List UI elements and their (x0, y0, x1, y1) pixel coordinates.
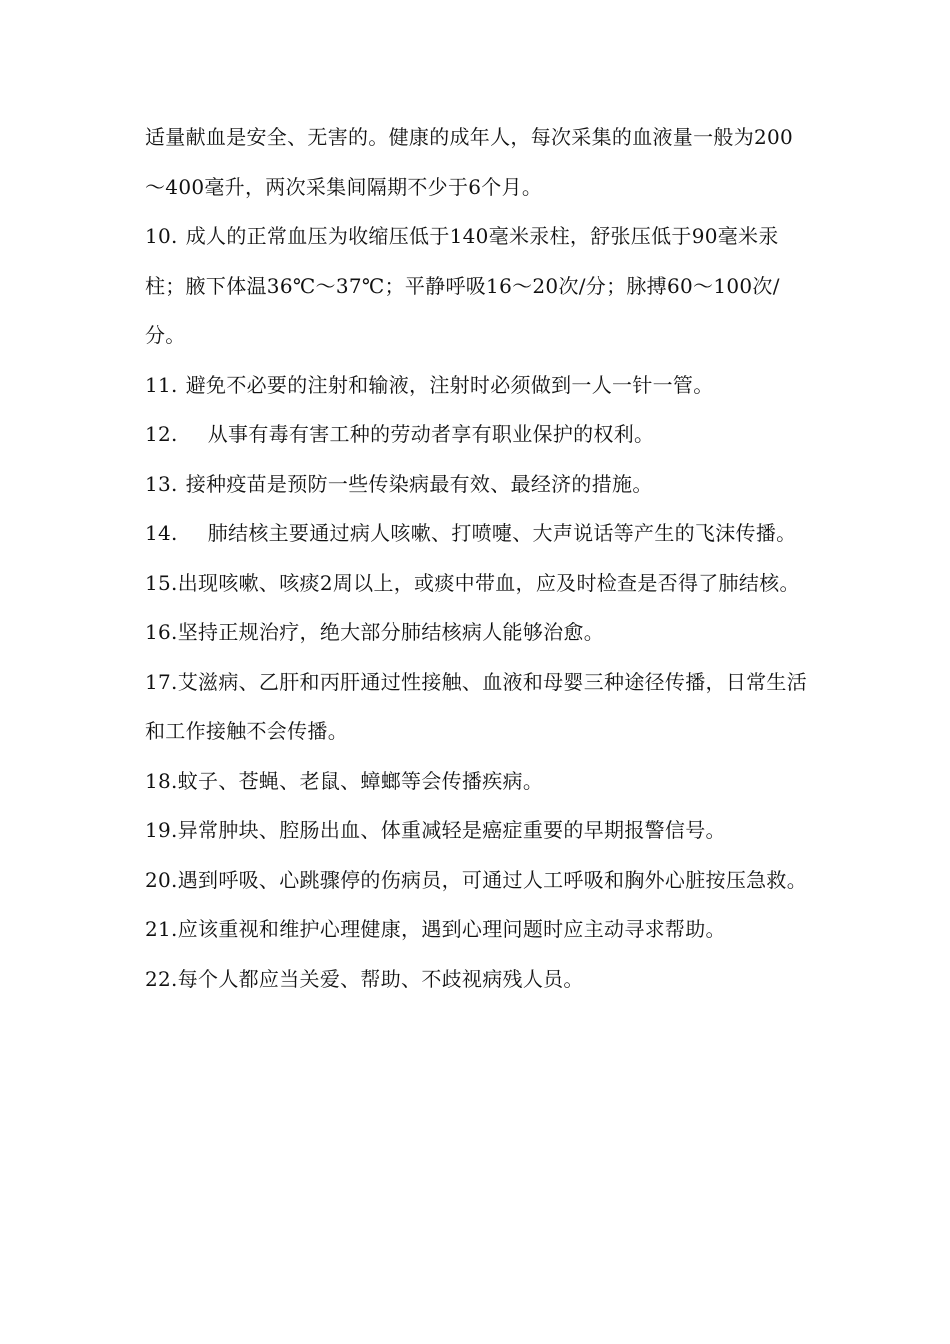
list-item-12 (145, 410, 810, 460)
item-text: 应该重视和维护心理健康，遇到心理问题时应主动寻求帮助。 (177, 917, 726, 941)
item-number: 17. (145, 669, 178, 694)
item-number: 16. (145, 620, 178, 644)
item-text: 每个人都应当关爱、帮助、不歧视病残人员。 (177, 966, 584, 991)
item-number: 22. (145, 966, 178, 991)
item-number: 11. (145, 372, 178, 397)
item-text: 从事有毒有害工种的劳动者享有职业保护的权利。 (207, 422, 655, 446)
item-text: 遇到呼吸、心跳骤停的伤病员，可通过人工呼吸和胸外心脏按压急救。 (177, 867, 808, 892)
item-text: 蚊子、苍蝇、老鼠、蟑螂等会传播疾病。 (177, 768, 544, 793)
list-item-16 (145, 608, 810, 658)
paragraph-text: 适量献血是安全、无害的。健康的成年人，每次采集的血液量一般为200～400毫升，两次采集间隔期不少于6个月。 (145, 125, 794, 199)
item-text: 肺结核主要通过病人咳嗽、打喷嚏、大声说话等产生的飞沫传播。 (207, 521, 797, 545)
document-body (145, 113, 810, 1004)
list-item-10 (145, 212, 810, 361)
item-number: 20. (145, 867, 178, 892)
list-item-15 (145, 559, 810, 609)
list-item-20 (145, 856, 810, 906)
item-number: 21. (145, 917, 178, 941)
list-item-18 (145, 757, 810, 807)
item-number: 14. (145, 521, 178, 545)
list-item-22 (145, 955, 810, 1005)
item-text: 出现咳嗽、咳痰2周以上，或痰中带血，应及时检查是否得了肺结核。 (177, 570, 800, 595)
item-number: 13. (145, 471, 178, 496)
list-item-14 (145, 509, 810, 559)
item-text: 异常肿块、腔肠出血、体重减轻是癌症重要的早期报警信号。 (177, 818, 726, 842)
item-number: 18. (145, 768, 178, 793)
list-item-21 (145, 905, 810, 955)
item-number: 19. (145, 818, 178, 842)
list-item-17 (145, 658, 810, 757)
item-number: 10. (145, 224, 178, 248)
list-item-13 (145, 460, 810, 510)
paragraph-continued (145, 113, 810, 212)
item-text: 避免不必要的注射和输液，注射时必须做到一人一针一管。 (185, 372, 714, 397)
item-text: 接种疫苗是预防一些传染病最有效、最经济的措施。 (185, 471, 653, 496)
item-text: 成人的正常血压为收缩压低于140毫米汞柱，舒张压低于90毫米汞柱；腋下体温36℃～37℃；平静呼吸16～20次/分；脉搏60～100次/分。 (145, 224, 780, 347)
item-text: 坚持正规治疗，绝大部分肺结核病人能够治愈。 (177, 620, 605, 644)
item-number: 15. (145, 570, 178, 595)
item-number: 12. (145, 422, 178, 446)
item-text: 艾滋病、乙肝和丙肝通过性接触、血液和母婴三种途径传播，日常生活和工作接触不会传播。 (145, 669, 808, 743)
list-item-11 (145, 361, 810, 411)
list-item-19 (145, 806, 810, 856)
